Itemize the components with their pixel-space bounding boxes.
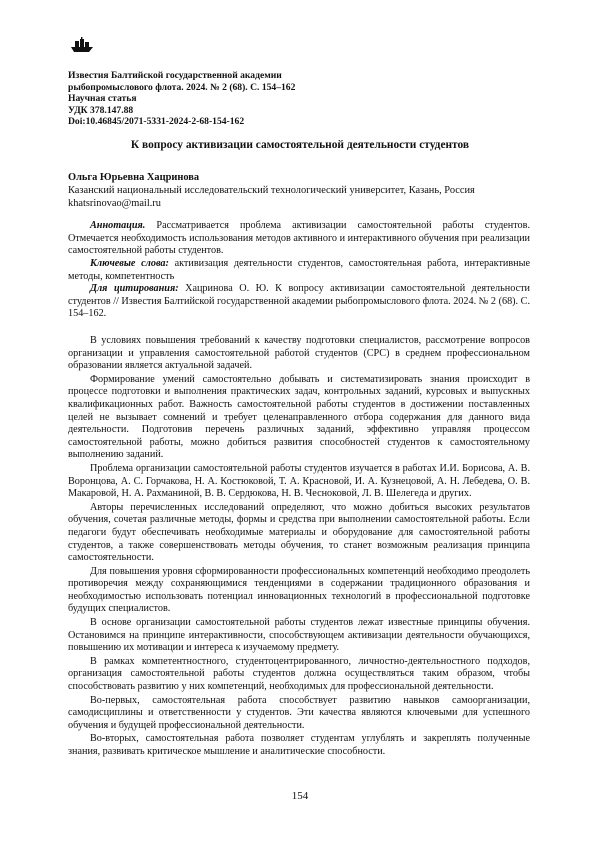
body-paragraph: Во-первых, самостоятельная работа способствует развитию навыков самоорганизации, самодисциплины и ответственности у студентов. Эти качества являются ключевыми для успешного обучения и будущей профессиональной деятельности.: [68, 694, 530, 731]
citation-label: Для цитирования:: [90, 283, 179, 294]
abstract: [68, 220, 530, 258]
body-paragraph: Формирование умений самостоятельно добывать и систематизировать знания происходит в процессе подготовки и выполнения практических задач, контрольных заданий, курсовых и выпускных квалификационных работ. Важность самостоятельной работы студентов в достижении поставленных целей не вызывает сомнений и требует целенаправленного отбора содержания для данного вида деятельности. Подготовив перечень различных заданий, эффективно управляя процессом самостоятельной работы, можно добиться развития способностей студентов к самостоятельному выполнению заданий.: [68, 373, 530, 461]
body-paragraph: Проблема организации самостоятельной работы студентов изучается в работах И.И. Борисова, А. В. Воронцова, А. С. Горчакова, Н. А. Костюковой, Т. А. Красновой, И. А. Кузнецовой, А. Н. Лебедева, О. В. Макаровой, Н. А. Рахманиной, В. В. Сердюкова, Н. В. Чесноковой, Л. В. Шелегеда и других.: [68, 462, 530, 500]
keywords-text: активизация деятельности студентов, самостоятельная работа, интерактивные методы, компетентность: [68, 258, 531, 282]
ship-logo-icon: [70, 37, 94, 53]
body-paragraph: В основе организации самостоятельной работы студентов лежат известные принципы обучения. Остановимся на принципе интерактивности, способствующем активизации деятельности обучающихся, повышению их мотивации и интереса к изучаемому предмету.: [68, 617, 530, 654]
author-email[interactable]: khatsrinovao@mail.ru: [68, 198, 161, 210]
article-type: Научная статья: [68, 93, 137, 105]
journal-title-line-1: Известия Балтийской государственной академии: [68, 70, 282, 81]
article-title: К вопросу активизации самостоятельной деятельности студентов: [130, 139, 470, 151]
keywords-label: Ключевые слова:: [90, 258, 169, 269]
abstract-text: Рассматривается проблема активизации самостоятельной работы студентов. Отмечается необходимость использования методов активного и интерактивного обучения при реализации самостоятельной работы студентов.: [68, 220, 530, 257]
keywords: [68, 258, 530, 283]
body-paragraph: Авторы перечисленных исследований определяют, что можно добиться высоких результатов обучения, сочетая различные методы, формы и средства при выполнении самостоятельной работы. Если педагоги будут обеспечивать необходимые материалы и оборудование для самостоятельной работы студентов, а также совершенствовать методы обучения, то станет возможным реализация принципа самостоятельности.: [68, 501, 530, 564]
udc-code: УДК 378.147.88: [68, 104, 134, 116]
citation-text: Хацринова О. Ю. К вопросу активизации самостоятельной деятельности студентов // Известия Балтийской государственной академии рыбопромыслового флота. 2024. № 2 (68). С. 154–162.: [68, 283, 530, 320]
abstract-label: Аннотация.: [90, 220, 146, 231]
author-affiliation: Казанский национальный исследовательский технологический университет, Казань, Россия: [68, 185, 475, 197]
body-paragraph: Во-вторых, самостоятельная работа позволяет студентам углублять и закреплять полученные знания, развивать критическое мышление и аналитические способности.: [68, 733, 530, 757]
body-paragraph: В рамках компетентностного, студентоцентрированного, личностно-деятельностного подходов, организация самостоятельной работы студентов должна осуществляться таким образом, чтобы способствовать развитию у них компетенций, необходимых для профессиональной деятельности.: [68, 655, 530, 693]
body-paragraph: Для повышения уровня сформированности профессиональных компетенций необходимо преодолеть противоречия между сохраняющимися тенденциями в содержании традиционного образования и необходимостью использовать потенциал инновационных технологий в профессиональной подготовке будущих специалистов.: [68, 565, 530, 615]
author-name: Ольга Юрьевна Хацринова: [68, 172, 200, 183]
author-block: [68, 171, 475, 211]
journal-meta: [68, 70, 295, 128]
page-number: 154: [291, 790, 309, 802]
citation: [68, 283, 530, 321]
body-paragraph: В условиях повышения требований к качеству подготовки специалистов, рассмотрение вопросов организации и управления самостоятельной работой студентов (СРС) в среднем профессиональном образовании является актуальной задачей.: [68, 335, 530, 372]
doi: Doi:10.46845/2071-5331-2024-2-68-154-162: [68, 116, 245, 128]
journal-title-line-2: рыбопромыслового флота. 2024. № 2 (68). С. 154–162: [68, 81, 296, 93]
article-body: [68, 335, 530, 759]
